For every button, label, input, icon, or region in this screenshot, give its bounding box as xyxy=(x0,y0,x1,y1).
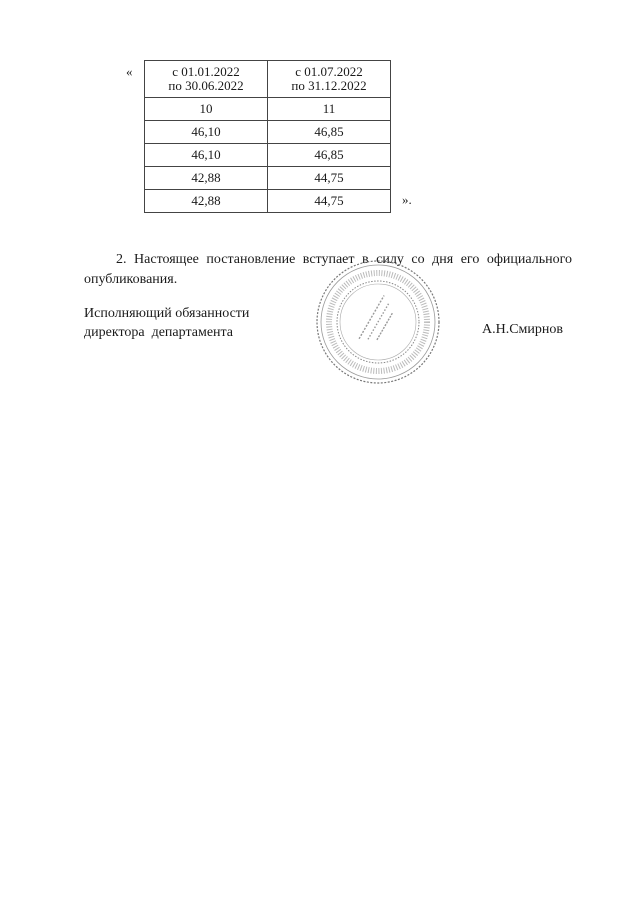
table-cell: 46,10 xyxy=(145,121,268,144)
effective-date-paragraph: 2. Настоящее постановление вступает в силу со дня его официального опубликования. xyxy=(84,252,572,287)
table-row xyxy=(145,98,391,121)
opening-quote: « xyxy=(126,64,133,79)
table-cell: 42,88 xyxy=(145,190,268,213)
header-period-2: с 01.07.2022 по 31.12.2022 xyxy=(291,64,367,93)
table-row xyxy=(145,144,391,167)
tariff-table xyxy=(144,60,391,213)
header-period-1: с 01.01.2022 по 30.06.2022 xyxy=(168,64,244,93)
header-cell xyxy=(268,61,391,98)
table-cell: 44,75 xyxy=(268,167,391,190)
signatory-name: А.Н.Смирнов xyxy=(482,322,564,337)
table-header-row xyxy=(145,61,391,98)
table-cell: 11 xyxy=(268,98,391,121)
table-cell: 46,85 xyxy=(268,121,391,144)
closing-quote: ». xyxy=(402,192,412,207)
table-row xyxy=(145,190,391,213)
table-row xyxy=(145,167,391,190)
position-line-1: Исполняющий обязанности xyxy=(84,306,250,321)
table-row xyxy=(145,121,391,144)
table-cell: 44,75 xyxy=(268,190,391,213)
table-cell: 46,10 xyxy=(145,144,268,167)
header-cell xyxy=(145,61,268,98)
official-seal-icon xyxy=(314,258,442,386)
table-cell: 46,85 xyxy=(268,144,391,167)
signatory-position xyxy=(84,304,249,342)
table-cell: 42,88 xyxy=(145,167,268,190)
position-line-2: директора департамента xyxy=(84,325,234,340)
table-cell: 10 xyxy=(145,98,268,121)
